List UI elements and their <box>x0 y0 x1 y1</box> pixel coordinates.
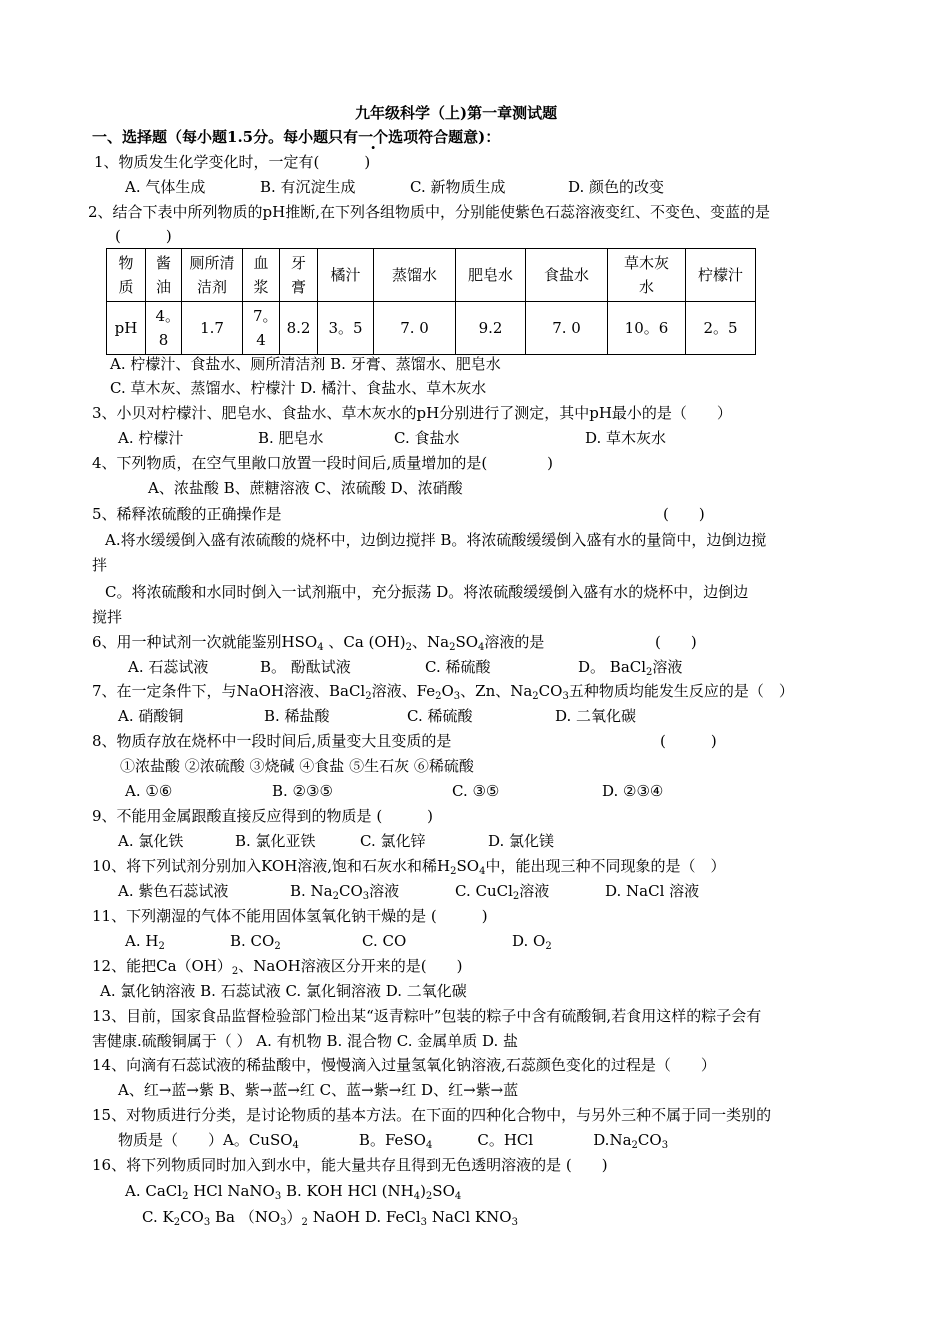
q16-options-cd: C. $K_2CO_3$ Ba $(NO_3)_2$ NaOH D. FeCl$_3$ NaCl $KNO_3$ <box>142 1208 518 1228</box>
q13-line-1: 13、目前，国家食品监督检验部门检出某“返青粽叶”包装的粽子中含有硫酸铜,若食用这样的粽子会有 <box>92 1007 762 1025</box>
ph-table-cell <box>243 249 280 302</box>
q6-option-d-text: D。 BaCl <box>578 658 647 676</box>
ph-table-cell <box>608 249 686 302</box>
q10-option-d: D. NaCl 溶液 <box>605 882 700 900</box>
q15-line-2: 物质是（ ）A。CuSO$_4$ B。FeSO$_4$ C。HCl $D.Na_2CO_3$ <box>118 1131 669 1151</box>
ph-table-header-label: 物质 <box>118 254 134 296</box>
ph-table-cell: 3。5 <box>318 302 374 355</box>
ph-table-cell-text: 7。4 <box>253 307 278 349</box>
ph-table-cell-text: 厕所清洁剂 <box>189 254 235 296</box>
ph-table-cell: 食盐水 <box>526 249 608 302</box>
q8-option-c: C. ③⑤ <box>452 782 500 800</box>
q11-option-a: A. $H_2$ <box>125 932 165 952</box>
q15-line-1: 15、对物质进行分类，是讨论物质的基本方法。在下面的四种化合物中，与另外三种不属于同一类别的 <box>92 1106 772 1124</box>
q11-option-b: B. $CO_2$ <box>230 932 281 952</box>
q8-option-a: A. ①⑥ <box>125 782 173 800</box>
q2-options-ab: A. 柠檬汁、食盐水、厕所清洁剂 B. 牙膏、蒸馏水、肥皂水 <box>110 355 501 373</box>
page-title: 九年级科学（上)第一章测试题 <box>355 104 558 122</box>
ph-table-cell-text: 草木灰水 <box>623 254 669 296</box>
q4-options: A、浓盐酸 B、蔗糖溶液 C、浓硫酸 D、浓硝酸 <box>148 479 463 497</box>
q5-line-1: A.将水缓缓倒入盛有浓硫酸的烧杯中，边倒边搅拌 B。将浓硫酸缓缓倒入盛有水的量筒中，边倒边搅 <box>105 531 767 549</box>
q16-options-ab: A. CaCl$_2$ HCl NaNO$_3$ B. KOH HCl $(NH_4)_2SO_4$ <box>125 1182 462 1202</box>
q2-options-cd: C. 草木灰、蒸馏水、柠檬汁 D. 橘汁、食盐水、草木灰水 <box>110 379 487 397</box>
ph-table-cell: 10。6 <box>608 302 686 355</box>
q7-option-b: B. 稀盐酸 <box>264 707 330 725</box>
q9-stem: 9、不能用金属跟酸直接反应得到的物质是 ( ) <box>92 807 434 825</box>
ph-table-header: pH <box>107 302 146 355</box>
q8-option-b: B. ②③⑤ <box>272 782 333 800</box>
q9-option-c: C. 氯化锌 <box>360 832 426 850</box>
q1-option-c: C. 新物质生成 <box>410 178 506 196</box>
q7-option-d: D. 二氧化碳 <box>555 707 637 725</box>
q3-option-a: A. 柠檬汁 <box>118 429 184 447</box>
q8-option-d: D. ②③④ <box>602 782 664 800</box>
q4-stem: 4、下列物质，在空气里敞口放置一段时间后,质量增加的是( ) <box>92 454 554 472</box>
q6-stem: 6、用一种试剂一次就能鉴别$HSO_4$ 、Ca $(OH)_2$、$Na_2SO_4$溶液的是 <box>92 633 545 653</box>
q5-stem: 5、稀释浓硫酸的正确操作是 <box>92 505 282 523</box>
q10-option-c: C. CuCl$_2$溶液 <box>455 882 550 902</box>
ph-table <box>106 248 756 355</box>
q7-option-a: A. 硝酸铜 <box>118 707 184 725</box>
ph-table-cell-text: 牙膏 <box>290 254 306 296</box>
ph-table-cell: 蒸馏水 <box>374 249 456 302</box>
q10-option-b: B. $Na_2CO_3$溶液 <box>290 882 400 902</box>
q12-stem: 12、能把$Ca(OH)_2$、NaOH溶液区分开来的是( ) <box>92 957 463 977</box>
q16-stem: 16、将下列物质同时加入到水中，能大量共存且得到无色透明溶液的是 ( ) <box>92 1156 608 1174</box>
q8-stem: 8、物质存放在烧杯中一段时间后,质量变大且变质的是 <box>92 732 452 750</box>
ph-table-header <box>107 249 146 302</box>
q5-line-2: 拌 <box>92 556 108 574</box>
ph-table-row-values <box>107 302 756 355</box>
ph-table-cell: 8.2 <box>280 302 318 355</box>
q6-option-d: D。 BaCl$_2$溶液 <box>578 658 683 678</box>
q8-paren: ( ) <box>660 732 717 750</box>
q11-option-d: D. $O_2$ <box>512 932 552 952</box>
q7-option-c: C. 稀硫酸 <box>407 707 473 725</box>
ph-table-cell-text: 血浆 <box>253 254 269 296</box>
q10-stem: 10、将下列试剂分别加入KOH溶液,饱和石灰水和稀$H_2SO_4$中，能出现三种不同现象的是（ ） <box>92 857 726 877</box>
ph-table-cell: 1.7 <box>182 302 243 355</box>
q1-option-a: A. 气体生成 <box>125 178 206 196</box>
ph-table-cell-text: 酱油 <box>155 254 171 296</box>
q5-line-4: 搅拌 <box>92 608 123 626</box>
q11-option-c: C. CO <box>362 932 407 950</box>
q1-option-d: D. 颜色的改变 <box>568 178 665 196</box>
q9-option-b: B. 氯化亚铁 <box>235 832 316 850</box>
ph-table-cell-text: 4。8 <box>155 307 181 349</box>
ph-table-cell <box>280 249 318 302</box>
q6-option-a: A. 石蕊试液 <box>128 658 209 676</box>
ph-table-cell: 7. 0 <box>526 302 608 355</box>
q2-stem: 2、结合下表中所列物质的pH推断,在下列各组物质中，分别能使紫色石蕊溶液变红、不变色、变蓝的是 <box>88 203 770 221</box>
q9-option-d: D. 氯化镁 <box>488 832 555 850</box>
q14-options: A、红→蓝→紫 B、紫→蓝→红 C、蓝→紫→红 D、红→紫→蓝 <box>118 1081 519 1099</box>
q8-items: ①浓盐酸 ②浓硫酸 ③烧碱 ④食盐 ⑤生石灰 ⑥稀硫酸 <box>120 757 474 775</box>
ph-table-cell: 橘汁 <box>318 249 374 302</box>
q9-option-a: A. 氯化铁 <box>118 832 184 850</box>
q3-stem: 3、小贝对柠檬汁、肥皂水、食盐水、草木灰水的pH分别进行了测定，其中pH最小的是（ ） <box>92 404 732 422</box>
q12-options: A. 氯化钠溶液 B. 石蕊试液 C. 氯化铜溶液 D. 二氧化碳 <box>100 982 467 1000</box>
ph-table-cell <box>182 249 243 302</box>
q1-stem: 1、物质发生化学变化时，一定有( ) <box>94 153 371 171</box>
q3-option-c: C. 食盐水 <box>394 429 460 447</box>
q10-option-a: A. 紫色石蕊试液 <box>118 882 229 900</box>
ph-table-row-names <box>107 249 756 302</box>
section-heading-pre: 一、选择题（每小题1.5分。每小题只有 <box>92 128 359 146</box>
ph-table-cell: 柠檬汁 <box>686 249 756 302</box>
ph-table-cell: 7. 0 <box>374 302 456 355</box>
section-heading-post: 选项符合题意)： <box>388 128 501 146</box>
q6-option-c: C. 稀硫酸 <box>425 658 491 676</box>
q3-option-b: B. 肥皂水 <box>258 429 324 447</box>
q7-stem: 7、在一定条件下，与NaOH溶液、BaCl$_2$溶液、$Fe_2O_3$、Zn、$Na_2CO_3$五种物质均能发生反应的是（ ） <box>92 682 794 702</box>
q6-stem-text: 6、用一种试剂一次就能鉴别H <box>92 633 295 651</box>
q13-line-2: 害健康.硫酸铜属于（ ） A. 有机物 B. 混合物 C. 金属单质 D. 盐 <box>92 1032 519 1050</box>
ph-table-cell <box>146 249 182 302</box>
section-heading-emphasis: 一个 <box>358 128 389 146</box>
q2-paren: ( ) <box>115 227 172 245</box>
q14-stem: 14、向滴有石蕊试液的稀盐酸中，慢慢滴入过量氢氧化钠溶液,石蕊颜色变化的过程是（ ） <box>92 1056 716 1074</box>
ph-table-cell: 2。5 <box>686 302 756 355</box>
q1-option-b: B. 有沉淀生成 <box>260 178 356 196</box>
ph-table-cell: 肥皂水 <box>456 249 526 302</box>
ph-table-cell <box>146 302 182 355</box>
ph-table-cell <box>243 302 280 355</box>
q6-option-b: B。 酚酞试液 <box>260 658 351 676</box>
q5-line-3: C。将浓硫酸和水同时倒入一试剂瓶中，充分振荡 D。将浓硫酸缓缓倒入盛有水的烧杯中，边倒边 <box>105 583 749 601</box>
q7-stem-text: 7、在一定条件下，与NaOH溶液、BaCl <box>92 682 366 700</box>
q5-paren: ( ) <box>663 505 705 523</box>
q6-paren: ( ) <box>655 633 697 651</box>
q3-option-d: D. 草木灰水 <box>585 429 667 447</box>
q11-stem: 11、下列潮湿的气体不能用固体氢氧化钠干燥的是 ( ) <box>92 907 488 925</box>
ph-table-cell: 9.2 <box>456 302 526 355</box>
section-heading <box>92 127 500 147</box>
